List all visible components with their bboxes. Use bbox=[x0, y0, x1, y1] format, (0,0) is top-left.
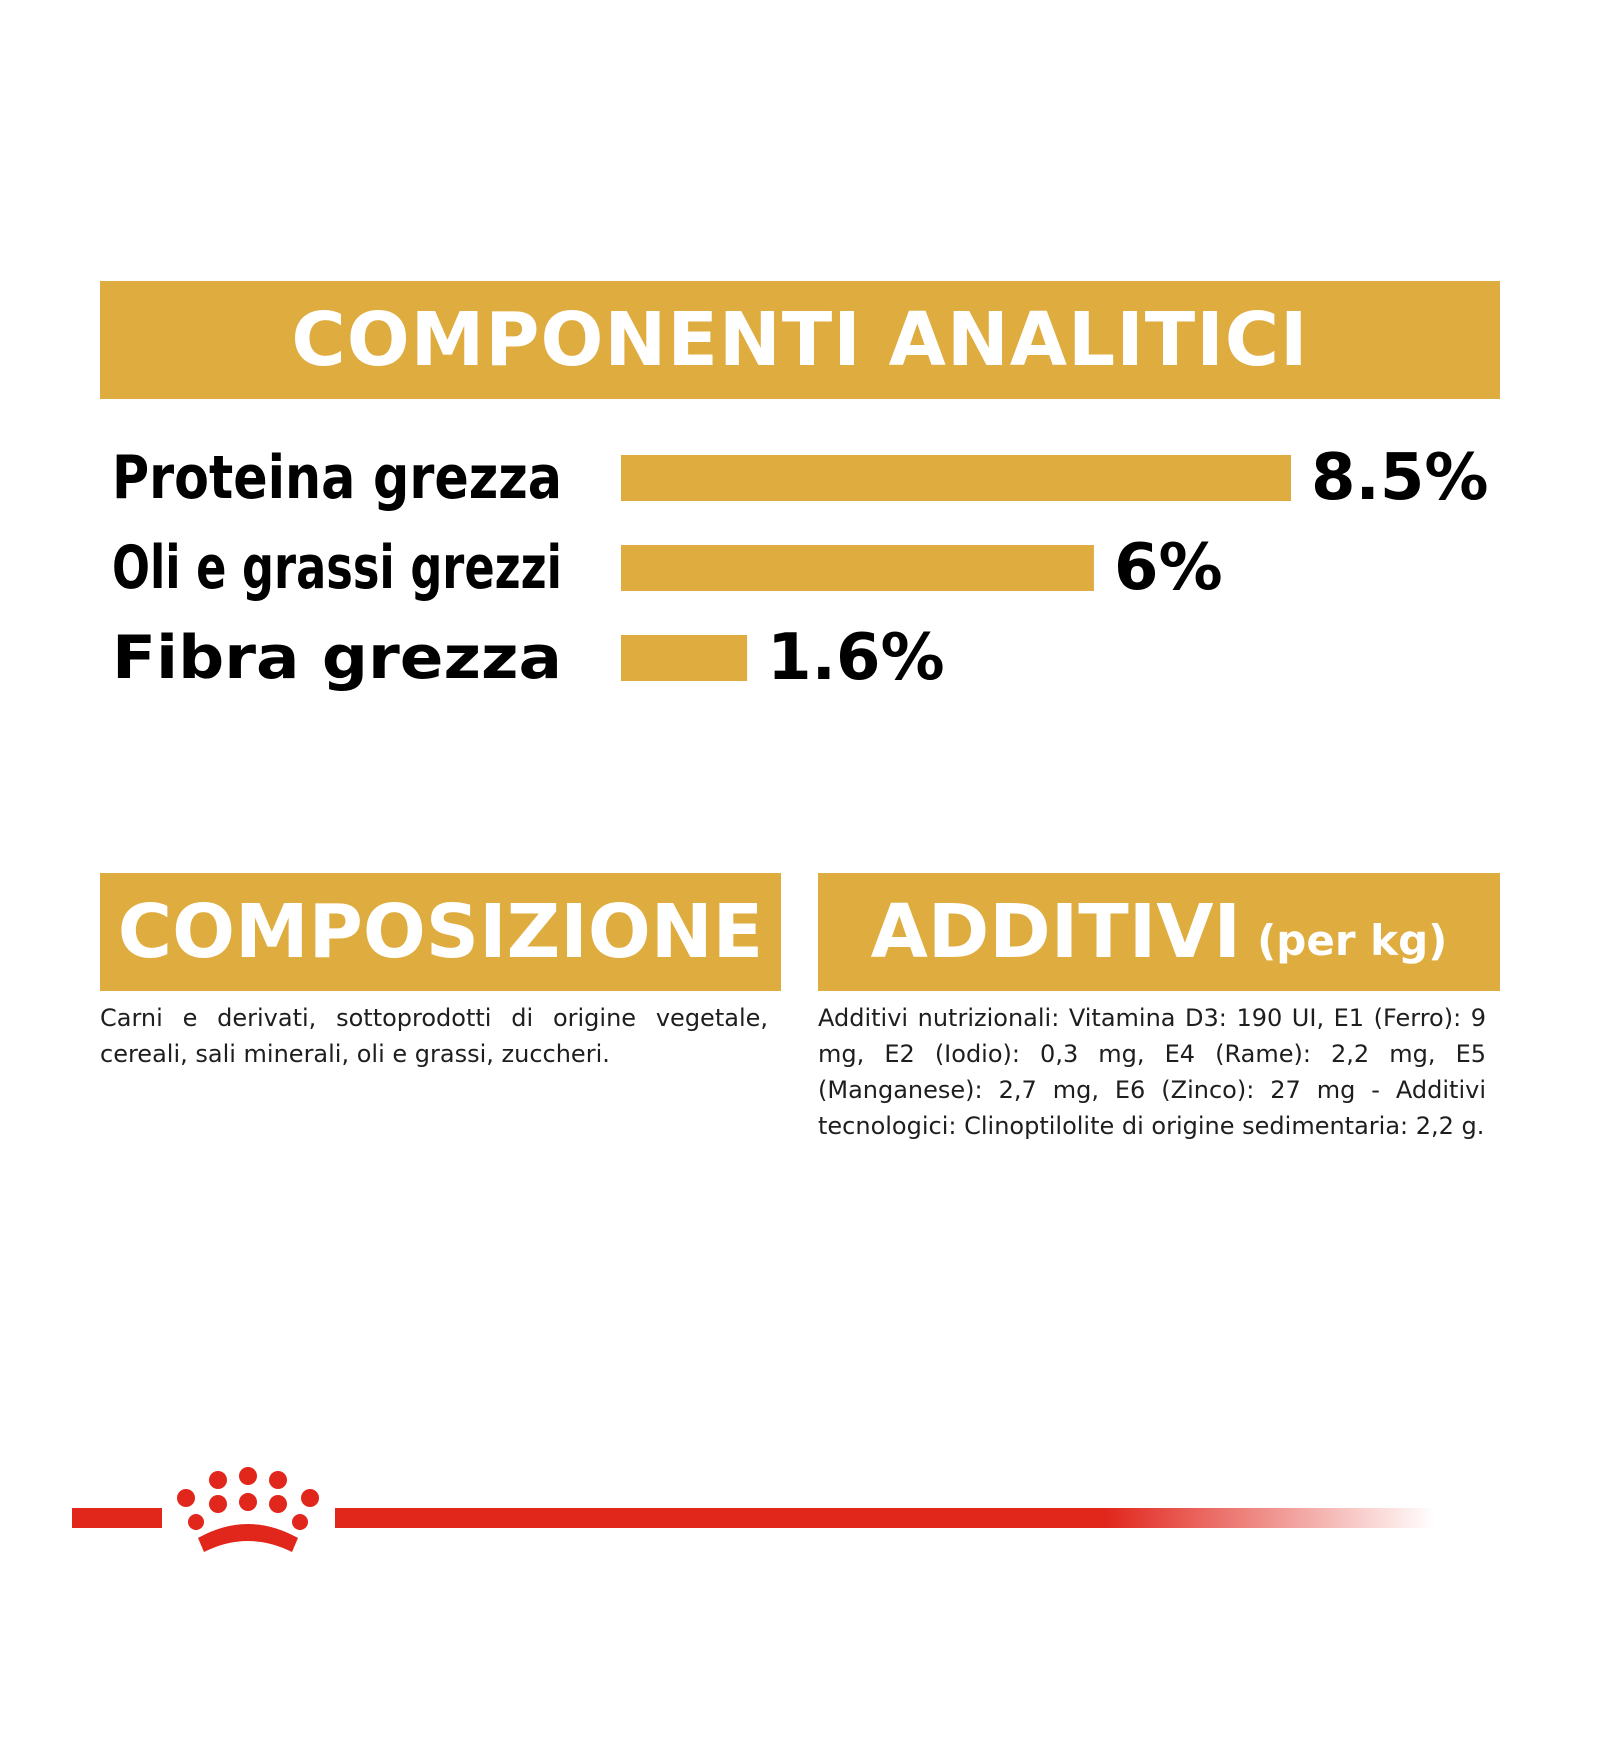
value-label: 1.6% bbox=[767, 621, 945, 695]
analytical-bar-chart bbox=[0, 430, 1600, 710]
additives-subtitle: (per kg) bbox=[1257, 916, 1448, 965]
analytical-components-header bbox=[100, 281, 1500, 399]
value-label: 8.5% bbox=[1311, 441, 1489, 515]
brand-footer bbox=[0, 1460, 1600, 1580]
brand-line-left bbox=[72, 1508, 162, 1528]
analytical-components-title: COMPONENTI ANALITICI bbox=[291, 297, 1309, 383]
additives-title: ADDITIVI bbox=[870, 889, 1242, 975]
bar bbox=[621, 635, 747, 681]
value-label: 6% bbox=[1113, 531, 1223, 605]
composition-title: COMPOSIZIONE bbox=[117, 889, 764, 975]
category-label: Oli e grassi grezzi bbox=[112, 533, 562, 603]
brand-line-right bbox=[335, 1508, 1435, 1528]
bar bbox=[621, 455, 1291, 501]
composition-text: Carni e derivati, sottoprodotti di origine vegetale, cereali, sali minerali, oli e grassi, zuccheri. bbox=[100, 1004, 768, 1068]
crown-icon bbox=[177, 1467, 319, 1552]
additives-text: Additivi nutrizionali: Vitamina D3: 190 UI, E1 (Ferro): 9 mg, E2 (Iodio): 0,3 mg, E4 (Rame): 2,2 mg, E5 (Manganese): 2,7 mg, E6 (Zinco): 27 mg - Additivi tecnologici: Clinoptilolite di origine sedimentaria: 2,2 g. bbox=[818, 1004, 1486, 1140]
category-label: Proteina grezza bbox=[112, 443, 562, 513]
additives-header bbox=[818, 873, 1500, 991]
category-label: Fibra grezza bbox=[112, 623, 562, 693]
bar bbox=[621, 545, 1094, 591]
composition-header bbox=[100, 873, 781, 991]
